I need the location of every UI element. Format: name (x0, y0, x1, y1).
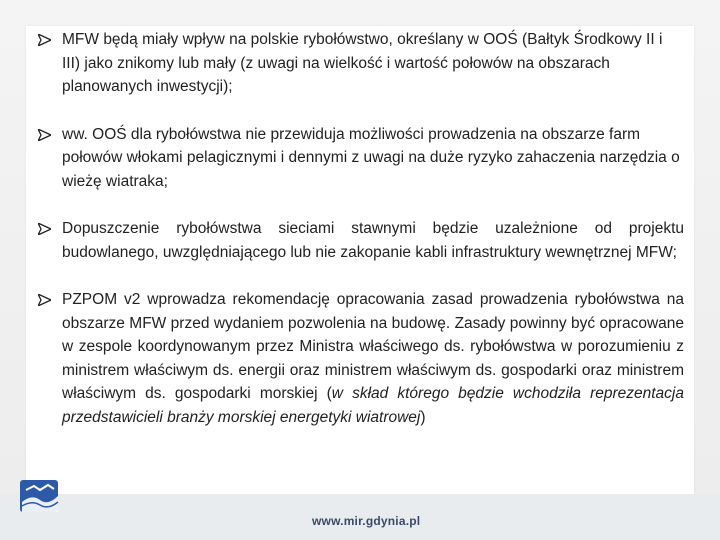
bullet-text-italic: w skład którego będzie wchodziła reprezentacja przedstawicieli branży morskiej energetyki wiatrowej (62, 385, 684, 426)
bullet-item-1 (38, 28, 684, 99)
bullet-item-2 (38, 123, 684, 194)
bullet-item-3 (38, 217, 684, 264)
arrow-bullet-icon (38, 294, 51, 306)
bullet-text-closing: ) (420, 408, 426, 426)
arrow-bullet-icon (38, 34, 51, 46)
bullet-list (38, 28, 684, 453)
institute-logo-icon (18, 476, 60, 516)
bullet-text: PZPOM v2 wprowadza rekomendację opracowania zasad prowadzenia rybołówstwa na obszarze MFW przed wydaniem pozwolenia na budowę. Zasady powinny być opracowane w zespole koordynowanym przez Ministra właściwego ds. rybołówstwa w porozumieniu z ministrem właściwym ds. energii oraz ministrem właściwym ds. gospodarki oraz ministrem właściwym ds. gospodarki morskiej ( (62, 291, 684, 402)
bullet-text: Dopuszczenie rybołówstwa sieciami stawnymi będzie uzależnione od projektu budowlanego, uwzględniającego lub nie zakopanie kabli infrastruktury wewnętrznej MFW; (62, 220, 684, 261)
arrow-bullet-icon (38, 223, 51, 235)
bullet-text: MFW będą miały wpływ na polskie rybołówstwo, określany w OOŚ (Bałtyk Środkowy II i III) jako znikomy lub mały (z uwagi na wielkość i wartość połowów na obszarach planowanych inwestycji); (62, 31, 663, 95)
bullet-text: ww. OOŚ dla rybołówstwa nie przewiduja możliwości prowadzenia na obszarze farm połowów włokami pelagicznymi i dennymi z uwagi na duże ryzyko zahaczenia narzędzia o wieżę wiatraka; (62, 125, 680, 190)
arrow-bullet-icon (38, 129, 51, 141)
footer-website-link[interactable]: www.mir.gdynia.pl (312, 514, 421, 528)
bullet-item-4 (38, 288, 684, 429)
